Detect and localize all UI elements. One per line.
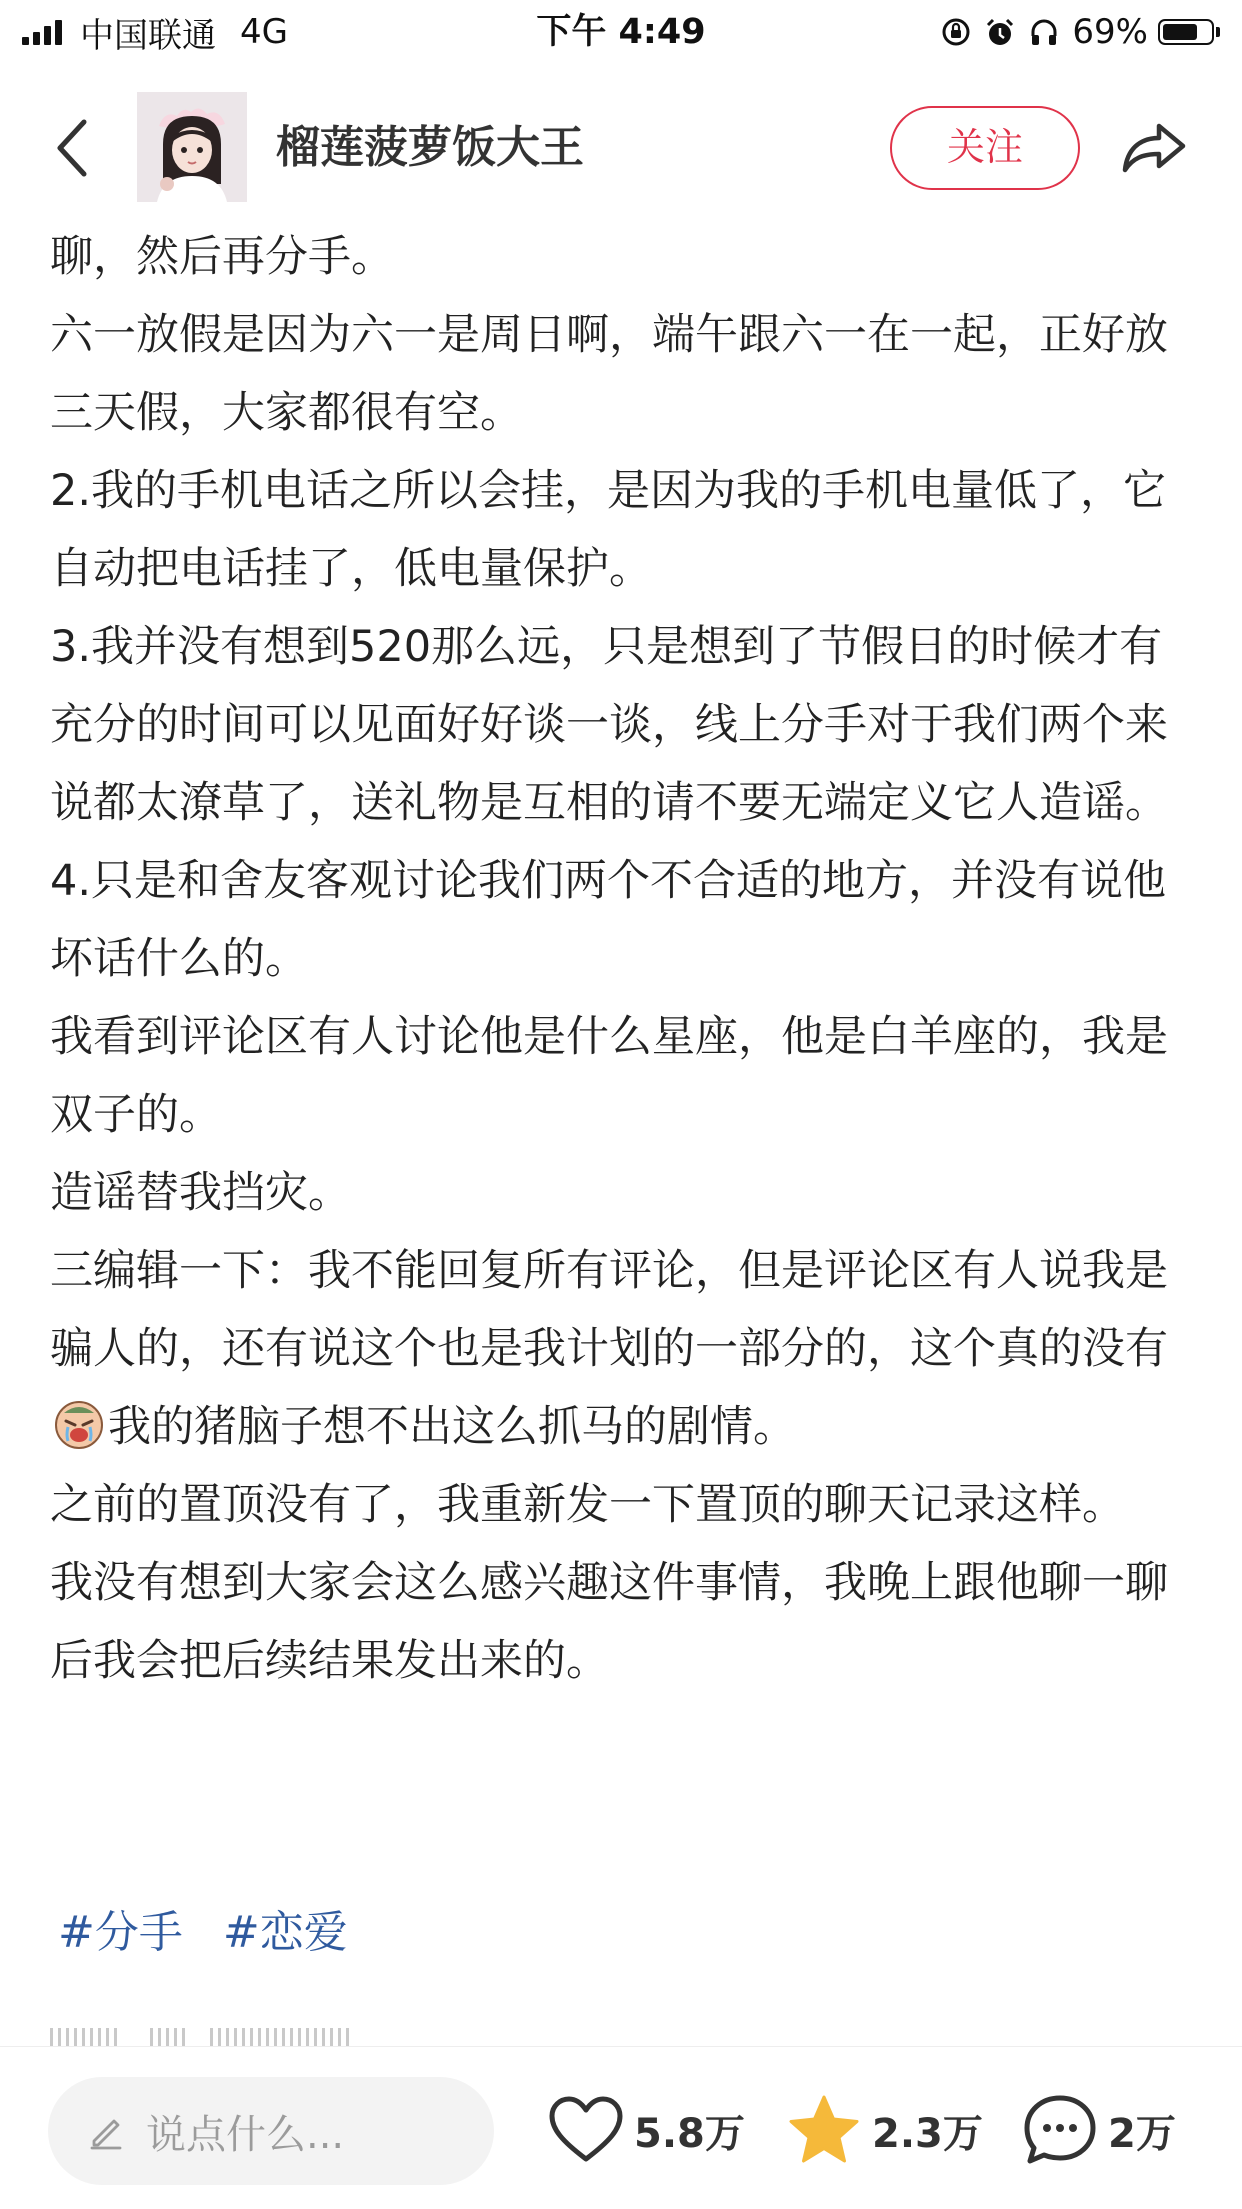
back-arrow-icon: [52, 116, 92, 180]
status-bar: [0, 0, 1242, 64]
battery-percent: 69%: [1072, 12, 1148, 52]
faded-meta-row: [50, 2018, 410, 2048]
battery-icon: [1158, 19, 1220, 45]
pencil-icon: [86, 2111, 126, 2151]
comment-input[interactable]: [48, 2077, 494, 2185]
post-paragraph-edit: [50, 1232, 1200, 1466]
rotation-lock-icon: [940, 16, 972, 48]
post-paragraph: 之前的置顶没有了，我重新发一下置顶的聊天记录这样。: [50, 1480, 1125, 1530]
tag-love[interactable]: #恋爱: [222, 1907, 348, 1958]
comment-count: 2万: [1108, 2110, 1176, 2157]
post-body: [50, 218, 1200, 1700]
comment-placeholder: 说点什么...: [146, 2111, 345, 2158]
share-button[interactable]: [1118, 112, 1190, 184]
post-paragraph: 聊，然后再分手。: [50, 232, 394, 282]
share-arrow-icon: [1121, 120, 1187, 176]
follow-button[interactable]: 关注: [890, 106, 1080, 190]
comment-bubble-icon: [1022, 2093, 1098, 2167]
status-bar-right: [940, 6, 1220, 58]
post-paragraph: 3.我并没有想到520那么远，只是想到了节假日的时候才有充分的时间可以见面好好谈一谈，线上分手对于我们两个来说都太潦草了，送礼物是互相的请不要无端定义它人造谣。: [50, 622, 1168, 828]
bottom-action-bar: [0, 2046, 1242, 2209]
carrier-name: 中国联通: [80, 15, 216, 56]
edit-text-part2: 我的猪脑子想不出这么抓马的剧情。: [108, 1402, 796, 1452]
network-type: 4G: [240, 12, 288, 52]
back-button[interactable]: [40, 112, 104, 184]
edit-text-part1: 三编辑一下：我不能回复所有评论，但是评论区有人说我是骗人的，还有说这个也是我计划的一部分的，这个真的没有: [50, 1246, 1168, 1374]
post-paragraph: 4.只是和舍友客观讨论我们两个不合适的地方，并没有说他坏话什么的。: [50, 856, 1167, 984]
post-paragraph: 我看到评论区有人讨论他是什么星座，他是白羊座的，我是双子的。: [50, 1012, 1168, 1140]
alarm-icon: [984, 16, 1016, 48]
comment-button[interactable]: [1022, 2085, 1176, 2175]
favorite-button[interactable]: [786, 2085, 983, 2175]
headphones-icon: [1028, 16, 1060, 48]
author-name[interactable]: 榴莲菠萝饭大王: [276, 122, 584, 173]
post-tags: [58, 1896, 388, 1960]
tag-breakup[interactable]: #分手: [58, 1907, 183, 1958]
heart-icon: [548, 2095, 624, 2165]
like-count: 5.8万: [634, 2110, 745, 2157]
post-paragraph: 造谣替我挡灾。: [50, 1168, 351, 1218]
post-paragraph: 我没有想到大家会这么感兴趣这件事情，我晚上跟他聊一聊后我会把后续结果发出来的。: [50, 1558, 1168, 1686]
author-avatar[interactable]: [137, 92, 247, 202]
post-paragraph: 2.我的手机电话之所以会挂，是因为我的手机电量低了，它自动把电话挂了，低电量保护。: [50, 466, 1167, 594]
status-time: 下午 4:49: [536, 12, 706, 52]
like-button[interactable]: [548, 2085, 745, 2175]
post-header: [0, 86, 1242, 210]
crying-face-emoji-icon: [52, 1397, 106, 1451]
post-paragraph: 六一放假是因为六一是周日啊，端午跟六一在一起，正好放三天假，大家都很有空。: [50, 310, 1168, 438]
star-icon: [786, 2093, 862, 2167]
favorite-count: 2.3万: [872, 2110, 983, 2157]
